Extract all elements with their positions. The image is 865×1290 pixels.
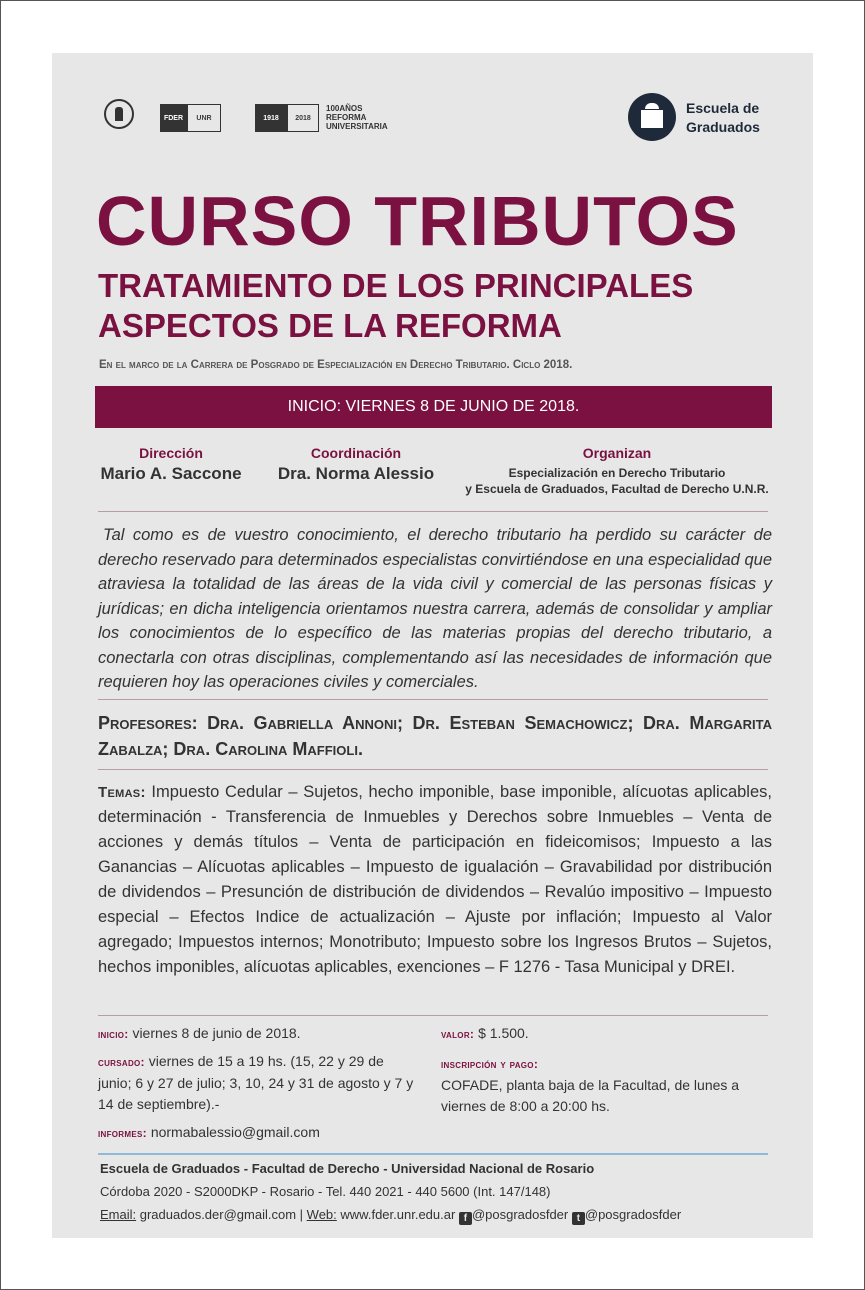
- intro-paragraph: Tal como es de vuestro conocimiento, el derecho tributario ha perdido su carácter de derecho reservado para determinados especialistas convirtiéndose en una especialidad que atraviesa la totalidad de las áreas de la vida civil y comercial de las personas físicas y jurídicas; en dicha inteligencia orientamos nuestra carrera, además de consolidar y ampliar los conocimientos de lo específico de las materias propias del derecho tributario, a conectarla con otras disciplinas, complementando así las necesidades de información que requieren hoy las operaciones civiles y comerciales.: [98, 526, 772, 691]
- divider: [98, 699, 768, 700]
- subtitle-line-1: TRATAMIENTO DE LOS PRINCIPALES: [98, 267, 694, 304]
- escuela-line-2: Graduados: [686, 119, 760, 135]
- marco-text: En el marco de la Carrera de Posgrado de Especialización en Derecho Tributario. Ciclo 2018.: [99, 359, 573, 371]
- footer-line-2: Córdoba 2020 - S2000DKP - Rosario - Tel. 440 2021 - 440 5600 (Int. 147/148): [100, 1184, 551, 1199]
- escuela-graduados-icon: [628, 93, 676, 141]
- cursado-detail: [98, 1051, 418, 1115]
- temas-label: Temas:: [98, 784, 146, 801]
- year-2018-text: 2018: [295, 114, 311, 122]
- escuela-graduados-logo-text: [686, 99, 760, 137]
- cursado-label: cursado:: [98, 1055, 145, 1069]
- footer-divider: [98, 1153, 768, 1155]
- poster: [52, 53, 813, 1238]
- subtitle: [98, 266, 693, 346]
- reforma-logo-text: [326, 104, 388, 131]
- reforma-line-2: REFORMA: [326, 113, 367, 122]
- facebook-handle[interactable]: @posgradosfder: [471, 1207, 569, 1222]
- divider: [98, 769, 768, 770]
- informes-detail: [98, 1122, 416, 1144]
- fder-logo: [160, 104, 187, 132]
- main-title: CURSO TRIBUTOS: [96, 182, 739, 260]
- inicio-value: viernes 8 de junio de 2018.: [132, 1025, 301, 1041]
- informes-label: informes:: [98, 1126, 147, 1140]
- unr-seal-logo: [104, 99, 134, 129]
- direccion-label: Dirección: [139, 445, 203, 461]
- profesores-text: Profesores: Dra. Gabriella Annoni; Dr. Esteban Semachowicz; Dra. Margarita Zabalza; Dra. Carolina Maffioli.: [98, 713, 772, 759]
- cursado-value: viernes de 15 a 19 hs. (15, 22 y 29 de junio; 6 y 27 de julio; 3, 10, 24 y 31 de agosto y 7 y 14 de septiembre).-: [98, 1053, 414, 1112]
- fder-logo-text: FDER: [163, 114, 184, 122]
- temas-paragraph: [98, 780, 772, 980]
- footer-line-3: [100, 1207, 681, 1225]
- inicio-label: inicio:: [98, 1027, 129, 1041]
- valor-label: valor:: [441, 1027, 475, 1041]
- web-link[interactable]: www.fder.unr.edu.ar: [340, 1207, 456, 1222]
- informes-email: normabalessio@gmail.com: [150, 1124, 320, 1140]
- coordinacion-label: Coordinación: [310, 445, 402, 461]
- inicio-detail: [98, 1023, 416, 1045]
- organizan-line-2: y Escuela de Graduados, Facultad de Derecho U.N.R.: [465, 482, 769, 496]
- unr-logo-text: UNR: [196, 114, 212, 122]
- year-1918-text: 1918: [263, 114, 279, 122]
- inscripcion-detail: [441, 1054, 771, 1117]
- organizan-label: Organizan: [582, 445, 652, 461]
- year-1918-box: [255, 104, 287, 132]
- year-2018-box: [287, 104, 319, 132]
- inscripcion-label: inscripción y pago:: [441, 1057, 539, 1071]
- reforma-line-1: 100AÑOS: [326, 104, 363, 113]
- divider: [98, 1015, 768, 1016]
- direccion-block: [97, 445, 245, 484]
- subtitle-line-2: ASPECTOS DE LA REFORMA: [98, 307, 562, 344]
- direccion-name: Mario A. Saccone: [100, 464, 242, 483]
- inicio-banner-text: INICIO: VIERNES 8 DE JUNIO DE 2018.: [287, 398, 580, 415]
- footer-institution: Escuela de Graduados - Facultad de Derecho - Universidad Nacional de Rosario: [100, 1161, 595, 1176]
- reforma-line-3: UNIVERSITARIA: [326, 122, 388, 131]
- unr-logo: [187, 104, 221, 132]
- facebook-icon[interactable]: f: [459, 1212, 472, 1225]
- valor-detail: [441, 1023, 771, 1045]
- twitter-icon[interactable]: t: [572, 1212, 585, 1225]
- coordinacion-block: [272, 445, 440, 484]
- escuela-line-1: Escuela de: [686, 100, 760, 116]
- email-link[interactable]: graduados.der@gmail.com: [139, 1207, 297, 1222]
- divider: [98, 511, 768, 512]
- inscripcion-value: COFADE, planta baja de la Facultad, de lunes a viernes de 8:00 a 20:00 hs.: [441, 1077, 740, 1114]
- footer-separator: |: [299, 1207, 304, 1222]
- valor-value: $ 1.500.: [478, 1025, 529, 1041]
- organizan-line-1: Especialización en Derecho Tributario: [508, 466, 726, 480]
- footer-line-1: [100, 1161, 594, 1176]
- temas-text: Impuesto Cedular – Sujetos, hecho imponible, base imponible, alícuotas aplicables, determinación - Transferencia de Inmuebles y Derechos sobre Inmuebles – Venta de acciones y demás títulos – Venta de participación en fideicomisos; Impuesto a las Ganancias – Alícuotas aplicables – Impuesto de igualación – Gravabilidad por distribución de dividendos – Presunción de distribución de dividendos – Revalúo impositivo – Impuesto especial – Efectos Indice de actualización – Ajuste por inflación; Impuesto al Valor agregado; Impuestos internos; Monotributo; Impuesto sobre los Ingresos Brutos – Sujetos, hechos imponibles, alícuotas aplicables, exenciones – F 1276 - Tasa Municipal y DREI.: [98, 783, 772, 976]
- coordinacion-name: Dra. Norma Alessio: [277, 464, 435, 483]
- twitter-handle[interactable]: @posgradosfder: [584, 1207, 682, 1222]
- web-label: Web:: [306, 1207, 337, 1222]
- organizan-block: [460, 445, 774, 497]
- inicio-banner: [95, 386, 772, 428]
- email-label: Email:: [100, 1207, 137, 1222]
